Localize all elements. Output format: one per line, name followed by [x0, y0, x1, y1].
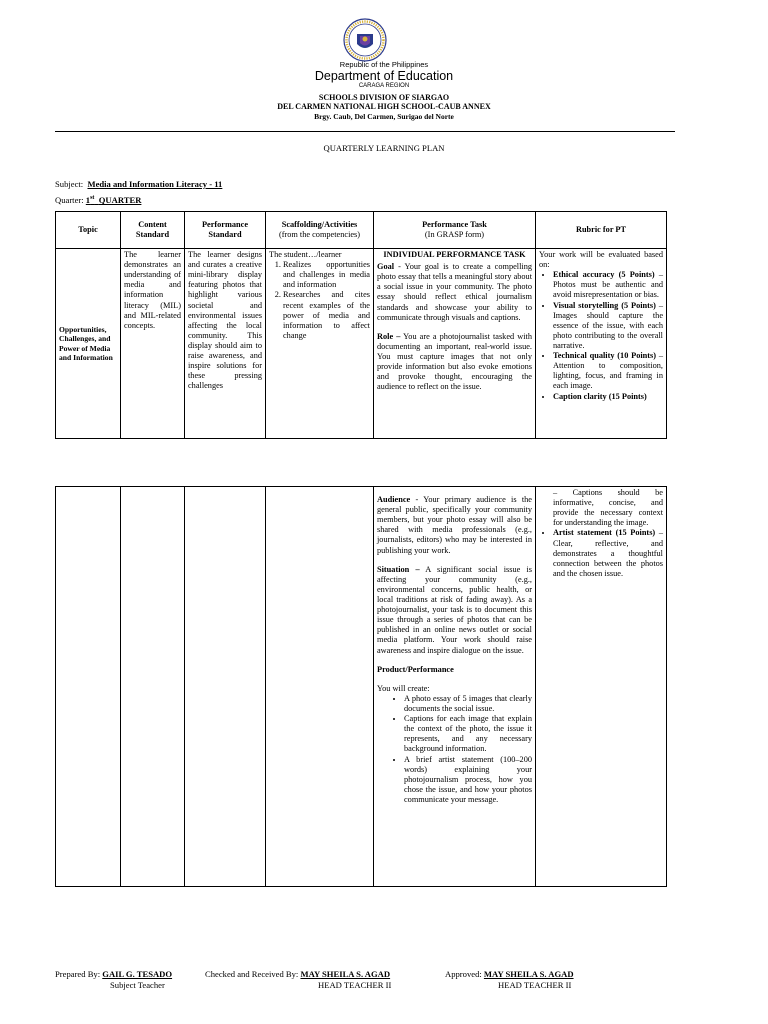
role-text: You are a photojournalist tasked with documenting an important, real-world issue. You must capture images that not only provide information but also evoke emotions and provoke thought, encouraging the audience to reflect on the issue.	[377, 331, 532, 392]
rubric-cell-cont	[536, 487, 667, 887]
region-name: CARAGA REGION	[358, 83, 410, 89]
content-cell-empty	[121, 487, 185, 887]
prepared-title: Subject Teacher	[110, 980, 165, 990]
product-label: Product/Performance	[377, 664, 454, 674]
rubric-list	[539, 270, 663, 401]
subject-line	[55, 179, 222, 189]
goal-text: - Your goal is to create a compelling photo essay that tells a meaningful story about a social issue in your community. The photo essay should reflect ethical journalism standards and showcase your ability to communicate through visuals and captions.	[377, 262, 532, 322]
document-title: QUARTERLY LEARNING PLAN	[323, 143, 445, 153]
audience-label: Audience	[377, 495, 411, 504]
subject-value: Media and Information Literacy - 11	[87, 179, 223, 189]
task-heading: INDIVIDUAL PERFORMANCE TASK	[383, 250, 526, 259]
rubric-item: • Caption clarity (15 Points)	[553, 392, 663, 402]
product-list	[377, 694, 532, 805]
checked-title: HEAD TEACHER II	[318, 980, 392, 990]
col-performance-task: Performance Task (In GRASP form)	[374, 212, 536, 249]
prepared-name: GAIL G. TESADO	[102, 969, 173, 979]
approved-title: HEAD TEACHER II	[498, 980, 572, 990]
col-content-standard: Content Standard	[121, 212, 185, 249]
scaffold-item: 1. Realizes opportunities and challenges in media and information	[283, 260, 370, 290]
scaffold-list	[269, 260, 370, 341]
rubric-intro: Your work will be evaluated based on:	[539, 250, 663, 270]
product-item: • Captions for each image that explain the context of the photo, the issue it represents, and any necessary background information.	[404, 714, 532, 754]
goal-label: Goal	[377, 262, 395, 272]
content-standard-cell: The learner demonstrates an understanding of media and information literacy (MIL) and MIL-related concepts.	[121, 249, 185, 439]
prepared-by: Prepared By: GAIL G. TESADO	[55, 969, 173, 979]
rubric-item: • Artist statement (15 Points) – Clear, reflective, and demonstrates a thoughtful connection between the photos and the chosen issue.	[553, 528, 663, 579]
quarter-line	[55, 195, 141, 205]
topic-cell: Opportunities, Challenges, and Power of Media and Information	[56, 249, 121, 439]
republic-line: Republic of the Philippines	[339, 60, 429, 69]
department-name: Department of Education	[314, 69, 454, 83]
situation-text: A significant social issue is affecting your community (e.g., environmental concerns, public health, or local traditions at risk of fading away). As a photojournalist, your task is to document this issue through a series of photos that can be published in an online news outlet or social media platform. Your work should raise awareness and inspire dialogue on the issue.	[377, 564, 532, 655]
situation-label: Situation –	[377, 564, 420, 574]
product-item: • A photo essay of 5 images that clearly documents the social issue.	[404, 694, 532, 714]
performance-standard-cell: The learner designs and curates a creative mini-library display featuring photos that highlight various societal and environmental issues affecting the local community. This display should aim to raise awareness, and inspire solutions for these pressing challenges	[185, 249, 266, 439]
audience-text: - Your primary audience is the general public, specifically your community members, but your photo essay will also be shared with media professionals (e.g., journalists, editors) who may be interested in publishing your work.	[377, 495, 532, 555]
performance-task-cell-cont	[374, 487, 536, 887]
approved-by: Approved: MAY SHEILA S. AGAD	[445, 969, 574, 979]
col-performance-standard: Performance Standard	[185, 212, 266, 249]
rubric-list-cont	[539, 528, 663, 579]
header-divider	[55, 131, 675, 132]
scaffolding-cell	[266, 249, 374, 439]
scaffolding-cell-empty	[266, 487, 374, 887]
rubric-cell	[536, 249, 667, 439]
approved-name: MAY SHEILA S. AGAD	[483, 969, 574, 979]
deped-seal-icon	[343, 18, 387, 62]
school-address: Brgy. Caub, Del Carmen, Surigao del Norte	[314, 112, 454, 121]
performance-cell-empty	[185, 487, 266, 887]
product-item: • A brief artist statement (100–200 words) explaining your photojournalism process, how you chose the issue, and how your photos communicate your message.	[404, 755, 532, 806]
checked-by: Checked and Received By: MAY SHEILA S. AGAD	[205, 969, 391, 979]
division-name: SCHOOLS DIVISION OF SIARGAO	[318, 93, 450, 102]
col-rubric: Rubric for PT	[536, 212, 667, 249]
col-scaffolding: Scaffolding/Activities (from the competencies)	[266, 212, 374, 249]
learning-plan-table-continued	[55, 486, 667, 887]
learning-plan-table	[55, 211, 667, 439]
subject-label: Subject:	[55, 179, 84, 189]
rubric-item: • Ethical accuracy (5 Points) – Photos must be authentic and avoid misrepresentation or bias.	[553, 270, 663, 300]
col-topic: Topic	[56, 212, 121, 249]
performance-task-cell	[374, 249, 536, 439]
school-name: DEL CARMEN NATIONAL HIGH SCHOOL-CAUB ANNEX	[277, 102, 491, 111]
quarter-label: Quarter:	[55, 195, 84, 205]
rubric-item: • Visual storytelling (5 Points) – Images should capture the essence of the issue, with each photo contributing to the overall narrative.	[553, 301, 663, 352]
product-intro: You will create:	[377, 683, 430, 693]
rubric-item: • Technical quality (10 Points) – Attention to composition, lighting, focus, and framing in each image.	[553, 351, 663, 391]
quarter-value: 1st QUARTER	[85, 195, 142, 205]
role-label: Role –	[377, 331, 401, 341]
caption-continuation: – Captions should be informative, concise, and provide the necessary context for understanding the image.	[553, 488, 663, 528]
scaffold-intro: The student…/learner	[269, 250, 342, 259]
scaffold-item: 2. Researches and cites recent examples of the power of media and information to affect change	[283, 290, 370, 341]
topic-cell-empty	[56, 487, 121, 887]
checked-name: MAY SHEILA S. AGAD	[300, 969, 391, 979]
